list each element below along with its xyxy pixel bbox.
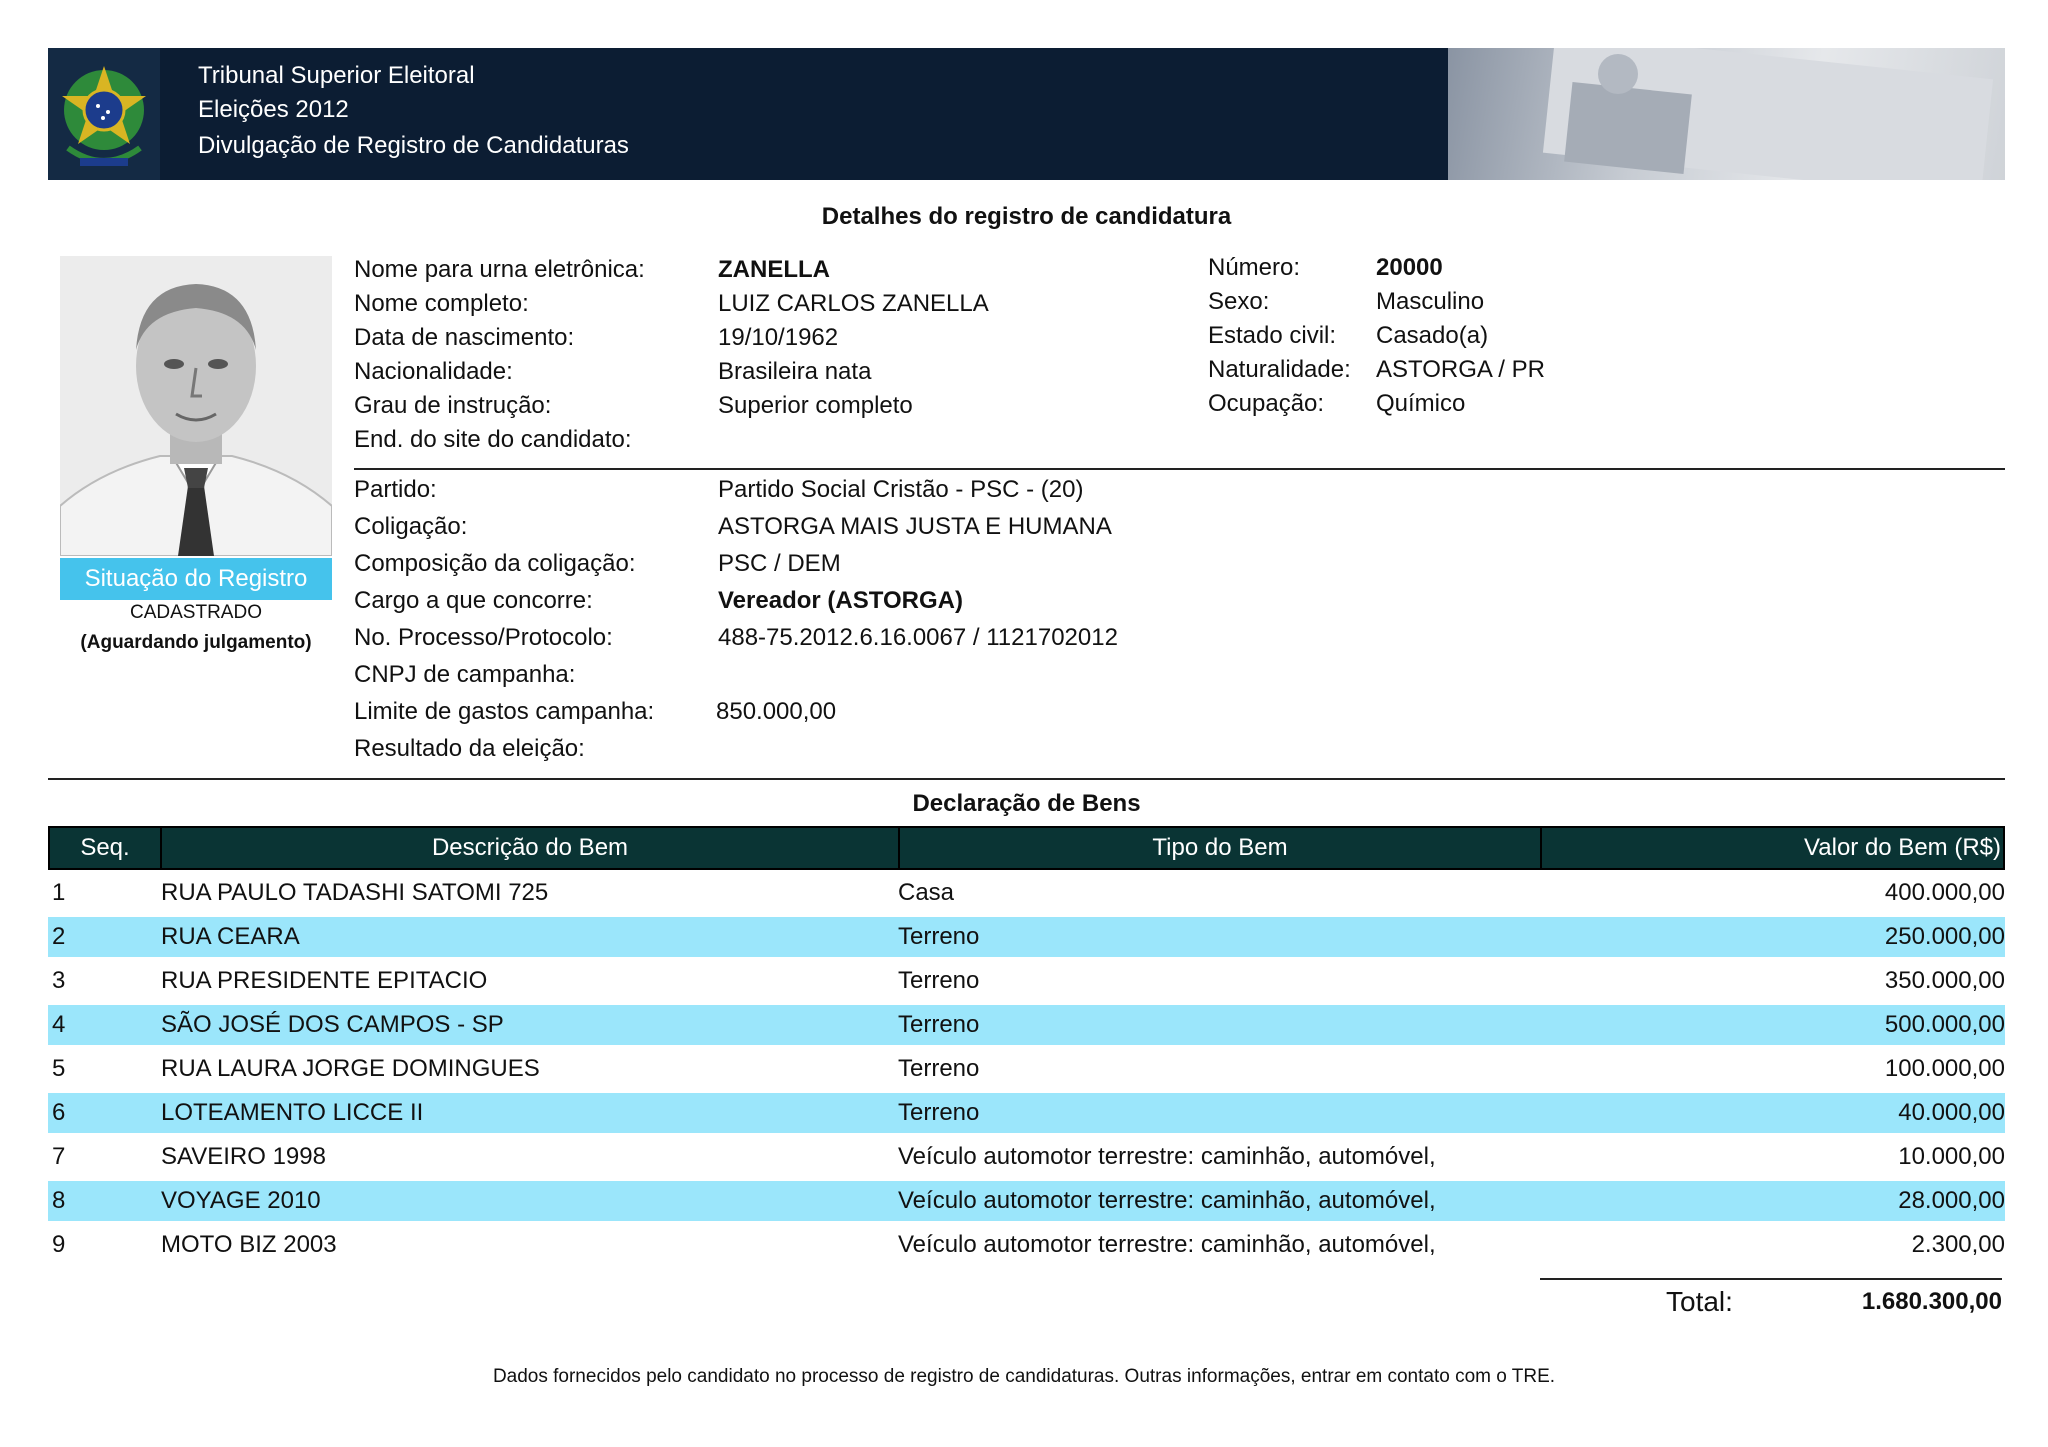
value-composicao-coligacao: PSC / DEM — [718, 550, 841, 577]
details-title: Detalhes do registro de candidatura — [821, 203, 1232, 230]
status-value: CADASTRADO — [130, 602, 262, 623]
cell-valor: 40.000,00 — [1898, 1099, 2005, 1126]
label-sexo: Sexo: — [1208, 288, 1270, 315]
cell-descricao: VOYAGE 2010 — [161, 1187, 321, 1214]
table-row — [48, 873, 2005, 913]
cell-tipo: Casa — [898, 879, 955, 906]
divider-candidacy — [354, 468, 2005, 470]
footer-note: Dados fornecidos pelo candidato no processo de registro de candidaturas. Outras informações, entrar em contato com o TRE. — [492, 1366, 1556, 1387]
value-grau-instrucao: Superior completo — [718, 392, 913, 419]
cell-descricao: LOTEAMENTO LICCE II — [161, 1099, 424, 1126]
total-label: Total: — [1666, 1286, 1733, 1317]
cell-tipo: Veículo automotor terrestre: caminhão, automóvel, — [898, 1143, 1436, 1170]
value-nome-completo: LUIZ CARLOS ZANELLA — [718, 290, 989, 317]
brazil-coat-of-arms-icon — [48, 48, 160, 180]
cell-tipo: Terreno — [898, 1055, 980, 1082]
header-line-divulgacao: Divulgação de Registro de Candidaturas — [198, 132, 629, 159]
cell-tipo: Terreno — [898, 923, 980, 950]
value-numero: 20000 — [1376, 254, 1443, 281]
label-nome-completo: Nome completo: — [354, 290, 529, 317]
cell-valor: 100.000,00 — [1884, 1055, 2005, 1082]
cell-descricao: RUA CEARA — [161, 923, 300, 950]
label-data-nascimento: Data de nascimento: — [354, 324, 575, 351]
status-note: (Aguardando julgamento) — [80, 632, 312, 653]
table-row — [48, 1093, 2005, 1133]
label-cargo: Cargo a que concorre: — [354, 587, 593, 614]
cell-seq: 9 — [52, 1231, 66, 1258]
page-header — [48, 48, 2005, 180]
label-resultado: Resultado da eleição: — [354, 735, 585, 762]
cell-valor: 10.000,00 — [1898, 1143, 2005, 1170]
label-nome-urna: Nome para urna eletrônica: — [354, 256, 645, 283]
table-row — [48, 1049, 2005, 1089]
table-row — [48, 1137, 2005, 1177]
cell-seq: 5 — [52, 1055, 66, 1082]
col-valor: Valor do Bem (R$) — [1804, 834, 2001, 861]
cell-seq: 1 — [52, 879, 66, 906]
cell-tipo: Terreno — [898, 1011, 980, 1038]
total-value: 1.680.300,00 — [1861, 1288, 2002, 1315]
label-naturalidade: Naturalidade: — [1208, 356, 1351, 383]
label-nacionalidade: Nacionalidade: — [354, 358, 513, 385]
table-row — [48, 1225, 2005, 1265]
label-composicao-coligacao: Composição da coligação: — [354, 550, 636, 577]
cell-tipo: Veículo automotor terrestre: caminhão, automóvel, — [898, 1231, 1436, 1258]
label-site-candidato: End. do site do candidato: — [354, 426, 632, 453]
label-coligacao: Coligação: — [354, 513, 468, 540]
col-seq: Seq. — [50, 828, 162, 868]
cell-valor: 250.000,00 — [1884, 923, 2005, 950]
label-grau-instrucao: Grau de instrução: — [354, 392, 552, 419]
divider-assets — [48, 778, 2005, 780]
cell-seq: 4 — [52, 1011, 66, 1038]
cell-seq: 3 — [52, 967, 66, 994]
value-ocupacao: Químico — [1376, 390, 1466, 417]
justica-eleitoral-banner — [1448, 48, 2005, 180]
table-row — [48, 1005, 2005, 1045]
cell-seq: 2 — [52, 923, 66, 950]
col-tipo: Tipo do Bem — [900, 828, 1542, 868]
value-partido: Partido Social Cristão - PSC - (20) — [718, 476, 1084, 503]
label-partido: Partido: — [354, 476, 437, 503]
table-row — [48, 961, 2005, 1001]
value-sexo: Masculino — [1376, 288, 1485, 315]
table-row — [48, 917, 2005, 957]
value-nacionalidade: Brasileira nata — [718, 358, 872, 385]
cell-valor: 400.000,00 — [1884, 879, 2005, 906]
label-processo: No. Processo/Protocolo: — [354, 624, 613, 651]
value-coligacao: ASTORGA MAIS JUSTA E HUMANA — [718, 513, 1112, 540]
value-data-nascimento: 19/10/1962 — [718, 324, 839, 351]
cell-descricao: RUA PAULO TADASHI SATOMI 725 — [161, 879, 549, 906]
assets-table-header — [48, 826, 2005, 870]
cell-descricao: MOTO BIZ 2003 — [161, 1231, 337, 1258]
header-line-eleicoes: Eleições 2012 — [198, 96, 349, 123]
cell-tipo: Terreno — [898, 967, 980, 994]
value-estado-civil: Casado(a) — [1376, 322, 1489, 349]
value-processo: 488-75.2012.6.16.0067 / 1121702012 — [718, 624, 1118, 651]
cell-valor: 28.000,00 — [1898, 1187, 2005, 1214]
col-descricao: Descrição do Bem — [162, 828, 900, 868]
value-nome-urna: ZANELLA — [718, 256, 830, 283]
cell-seq: 8 — [52, 1187, 66, 1214]
cell-descricao: RUA PRESIDENTE EPITACIO — [161, 967, 488, 994]
total-divider — [1540, 1278, 2002, 1280]
table-row — [48, 1181, 2005, 1221]
cell-valor: 350.000,00 — [1884, 967, 2005, 994]
value-limite-gastos: 850.000,00 — [716, 698, 837, 725]
value-naturalidade: ASTORGA / PR — [1376, 356, 1545, 383]
cell-seq: 6 — [52, 1099, 66, 1126]
cell-tipo: Terreno — [898, 1099, 980, 1126]
cell-descricao: RUA LAURA JORGE DOMINGUES — [161, 1055, 540, 1082]
cell-descricao: SÃO JOSÉ DOS CAMPOS - SP — [161, 1011, 504, 1038]
value-cargo: Vereador (ASTORGA) — [718, 587, 963, 614]
header-line-tribunal: Tribunal Superior Eleitoral — [198, 62, 475, 89]
label-numero: Número: — [1208, 254, 1301, 281]
cell-valor: 500.000,00 — [1884, 1011, 2005, 1038]
candidate-photo — [60, 256, 332, 556]
label-estado-civil: Estado civil: — [1208, 322, 1337, 349]
label-ocupacao: Ocupação: — [1208, 390, 1325, 417]
label-cnpj: CNPJ de campanha: — [354, 661, 576, 688]
status-badge: Situação do Registro — [60, 558, 332, 600]
cell-tipo: Veículo automotor terrestre: caminhão, automóvel, — [898, 1187, 1436, 1214]
label-limite-gastos: Limite de gastos campanha: — [354, 698, 655, 725]
assets-title: Declaração de Bens — [912, 790, 1141, 817]
cell-valor: 2.300,00 — [1911, 1231, 2005, 1258]
cell-descricao: SAVEIRO 1998 — [161, 1143, 326, 1170]
cell-seq: 7 — [52, 1143, 66, 1170]
